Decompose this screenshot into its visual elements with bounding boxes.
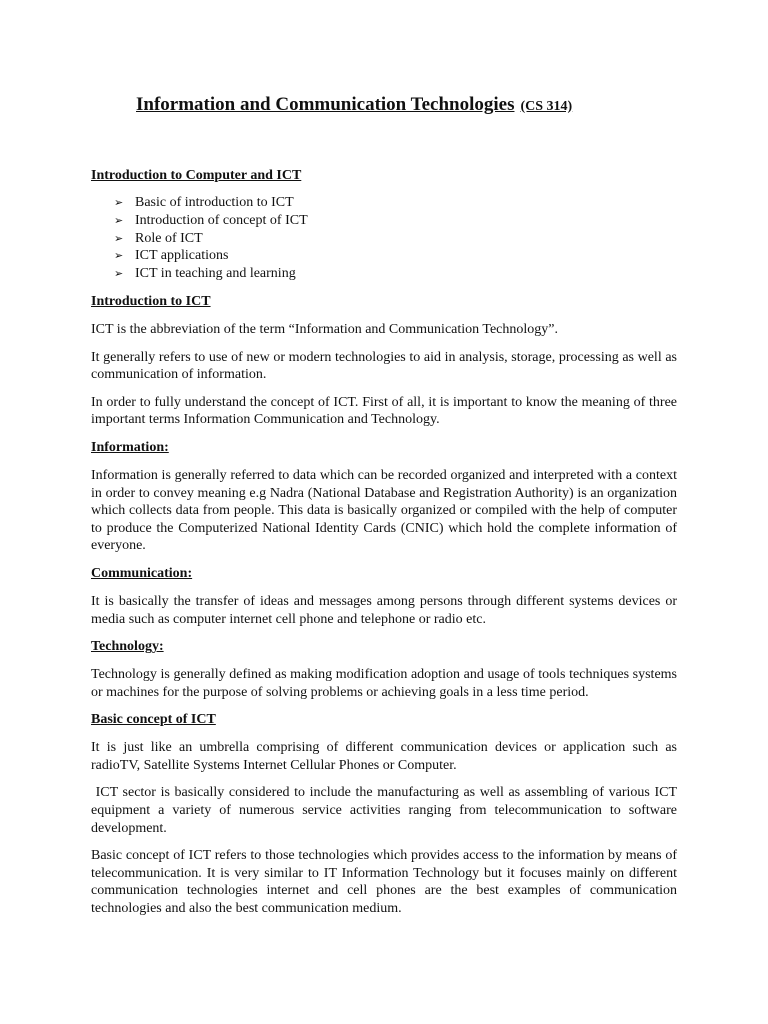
paragraph: In order to fully understand the concept of ICT. First of all, it is important to know the meaning of three important terms Information Communication and Technology. (91, 394, 677, 428)
list-item (114, 247, 677, 265)
list-item-text: ICT in teaching and learning (135, 266, 296, 282)
section-heading-technology: Technology: (91, 639, 164, 655)
section-heading-intro-computer: Introduction to Computer and ICT (91, 168, 302, 183)
title-text: Information and Communication Technologies (136, 94, 515, 115)
paragraph: It is just like an umbrella comprising of different communication devices or application such as radioTV, Satellite Systems Internet Cellular Phones or Computer. (91, 740, 677, 773)
list-item (114, 194, 677, 212)
topic-bullet-list (91, 194, 677, 283)
arrow-bullet-icon: ➢ (114, 231, 124, 245)
paragraph: It is basically the transfer of ideas and messages among persons through different systems devices or media such as computer internet cell phone and telephone or radio etc. (91, 593, 677, 627)
section-heading-information: Information: (91, 439, 169, 455)
paragraph: Basic concept of ICT refers to those technologies which provides access to the information by means of telecommunication. It is very similar to IT Information Technology but it focuses mainly on different communication technologies internet and cell phones are the best examples of communication technologies and also the best communication medium. (91, 848, 677, 917)
list-item-text: ICT applications (135, 248, 229, 264)
paragraph: ICT is the abbreviation of the term “Information and Communication Technology”. (91, 321, 558, 337)
list-item-text: Basic of introduction to ICT (135, 195, 294, 210)
list-item (114, 230, 677, 248)
course-code: (CS 314) (520, 99, 573, 114)
arrow-bullet-icon: ➢ (114, 213, 124, 227)
arrow-bullet-icon: ➢ (114, 249, 124, 263)
section-heading-communication: Communication: (91, 565, 193, 581)
list-item-text: Introduction of concept of ICT (135, 212, 308, 228)
list-item-text: Role of ICT (135, 230, 203, 246)
section-heading-basic-concept: Basic concept of ICT (91, 712, 216, 728)
document-title (136, 92, 677, 120)
paragraph: Information is generally referred to data which can be recorded organized and interpreted with a context in order to convey meaning e.g Nadra (National Database and Registration Authority) is an organization which collects data from people. This data is basically organized or compiled with the help of computer to produce the Computerized National Identity Cards (CNIC) which hold the complete information of everyone. (91, 467, 677, 554)
paragraph: It generally refers to use of new or modern technologies to aid in analysis, storage, processing as well as communication of information. (91, 349, 677, 383)
list-item (114, 265, 677, 283)
list-item (114, 212, 677, 230)
arrow-bullet-icon: ➢ (114, 196, 124, 209)
paragraph: Technology is generally defined as making modification adoption and usage of tools techniques systems or machines for the purpose of solving problems or achieving goals in a less time period. (91, 667, 677, 700)
paragraph: ICT sector is basically considered to include the manufacturing as well as assembling of various ICT equipment a variety of numerous service activities ranging from telecommunication to software development. (91, 785, 681, 836)
section-heading-intro-ict: Introduction to ICT (91, 293, 211, 309)
document-body (91, 92, 681, 918)
arrow-bullet-icon: ➢ (114, 267, 124, 281)
